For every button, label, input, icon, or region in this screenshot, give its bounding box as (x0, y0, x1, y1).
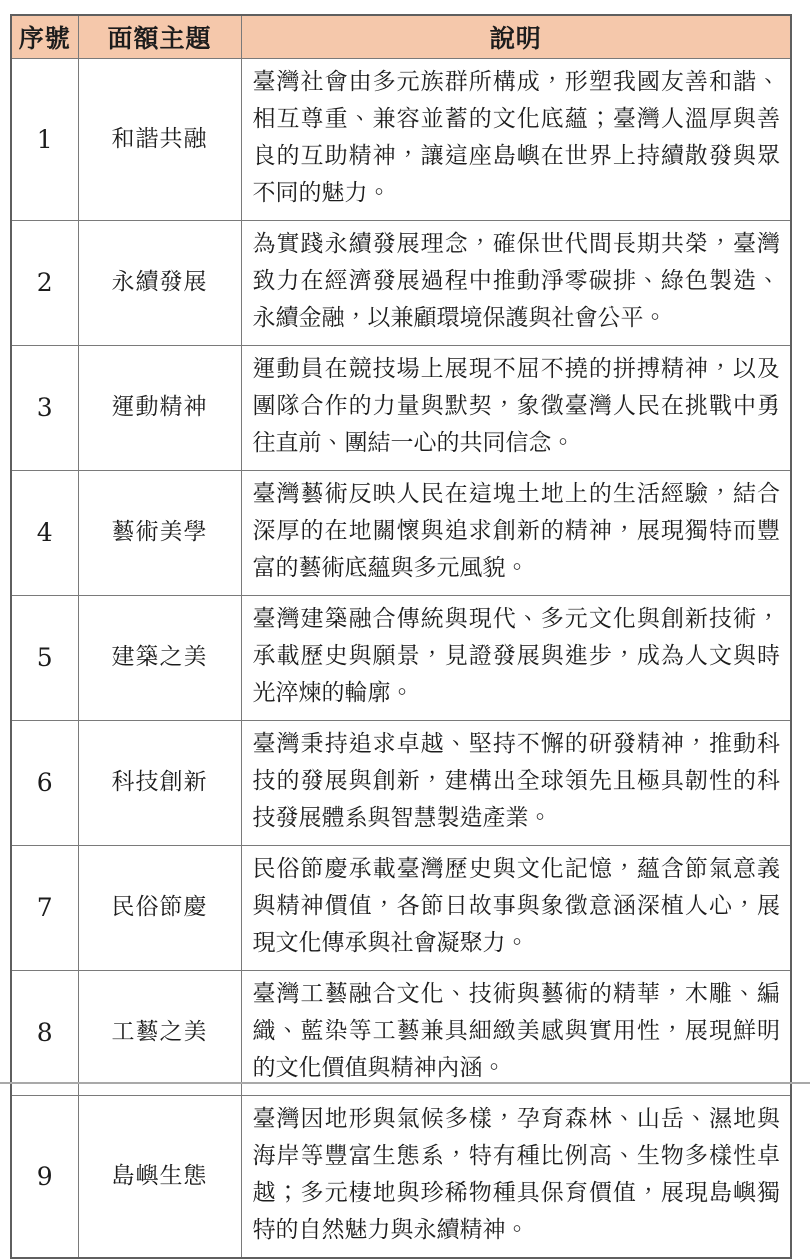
table-row (11, 1095, 791, 1258)
table-row (11, 845, 791, 970)
row-theme: 永續發展 (78, 220, 241, 345)
row-description: 為實踐永續發展理念，確保世代間長期共榮，臺灣致力在經濟發展過程中推動淨零碳排、綠色製造、永續金融，以兼顧環境保護與社會公平。 (241, 220, 791, 345)
table-row (11, 595, 791, 720)
row-number: 7 (11, 845, 78, 970)
row-theme: 和諧共融 (78, 58, 241, 220)
row-theme: 民俗節慶 (78, 845, 241, 970)
header-row (11, 15, 791, 58)
row-number: 3 (11, 345, 78, 470)
table-row (11, 720, 791, 845)
row-description: 臺灣社會由多元族群所構成，形塑我國友善和諧、相互尊重、兼容並蓄的文化底蘊；臺灣人溫厚與善良的互助精神，讓這座島嶼在世界上持續散發與眾不同的魅力。 (241, 58, 791, 220)
table-row (11, 220, 791, 345)
row-description: 民俗節慶承載臺灣歷史與文化記憶，蘊含節氣意義與精神價值，各節日故事與象徵意涵深植人心，展現文化傳承與社會凝聚力。 (241, 845, 791, 970)
table-row (11, 970, 791, 1095)
row-number: 8 (11, 970, 78, 1095)
row-theme: 運動精神 (78, 345, 241, 470)
table-row (11, 470, 791, 595)
column-header-description: 說明 (241, 15, 791, 58)
row-description: 運動員在競技場上展現不屈不撓的拼搏精神，以及團隊合作的力量與默契，象徵臺灣人民在挑戰中勇往直前、團結一心的共同信念。 (241, 345, 791, 470)
row-theme: 科技創新 (78, 720, 241, 845)
column-header-number: 序號 (11, 15, 78, 58)
row-number: 9 (11, 1095, 78, 1258)
row-theme: 建築之美 (78, 595, 241, 720)
row-description: 臺灣建築融合傳統與現代、多元文化與創新技術，承載歷史與願景，見證發展與進步，成為人文與時光淬煉的輪廓。 (241, 595, 791, 720)
row-theme: 島嶼生態 (78, 1095, 241, 1258)
row-description: 臺灣藝術反映人民在這塊土地上的生活經驗，結合深厚的在地關懷與追求創新的精神，展現獨特而豐富的藝術底蘊與多元風貌。 (241, 470, 791, 595)
row-description: 臺灣工藝融合文化、技術與藝術的精華，木雕、編織、藍染等工藝兼具細緻美感與實用性，展現鮮明的文化價值與精神內涵。 (241, 970, 791, 1095)
row-number: 2 (11, 220, 78, 345)
page-bottom-rule (0, 1082, 810, 1084)
row-theme: 藝術美學 (78, 470, 241, 595)
row-number: 5 (11, 595, 78, 720)
row-number: 1 (11, 58, 78, 220)
column-header-theme: 面額主題 (78, 15, 241, 58)
table-row (11, 58, 791, 220)
row-number: 4 (11, 470, 78, 595)
row-description: 臺灣秉持追求卓越、堅持不懈的研發精神，推動科技的發展與創新，建構出全球領先且極具韌性的科技發展體系與智慧製造產業。 (241, 720, 791, 845)
row-number: 6 (11, 720, 78, 845)
row-theme: 工藝之美 (78, 970, 241, 1095)
row-description: 臺灣因地形與氣候多樣，孕育森林、山岳、濕地與海岸等豐富生態系，特有種比例高、生物多樣性卓越；多元棲地與珍稀物種具保育價值，展現島嶼獨特的自然魅力與永續精神。 (241, 1095, 791, 1258)
table-row (11, 345, 791, 470)
denomination-themes-table (10, 14, 792, 1259)
